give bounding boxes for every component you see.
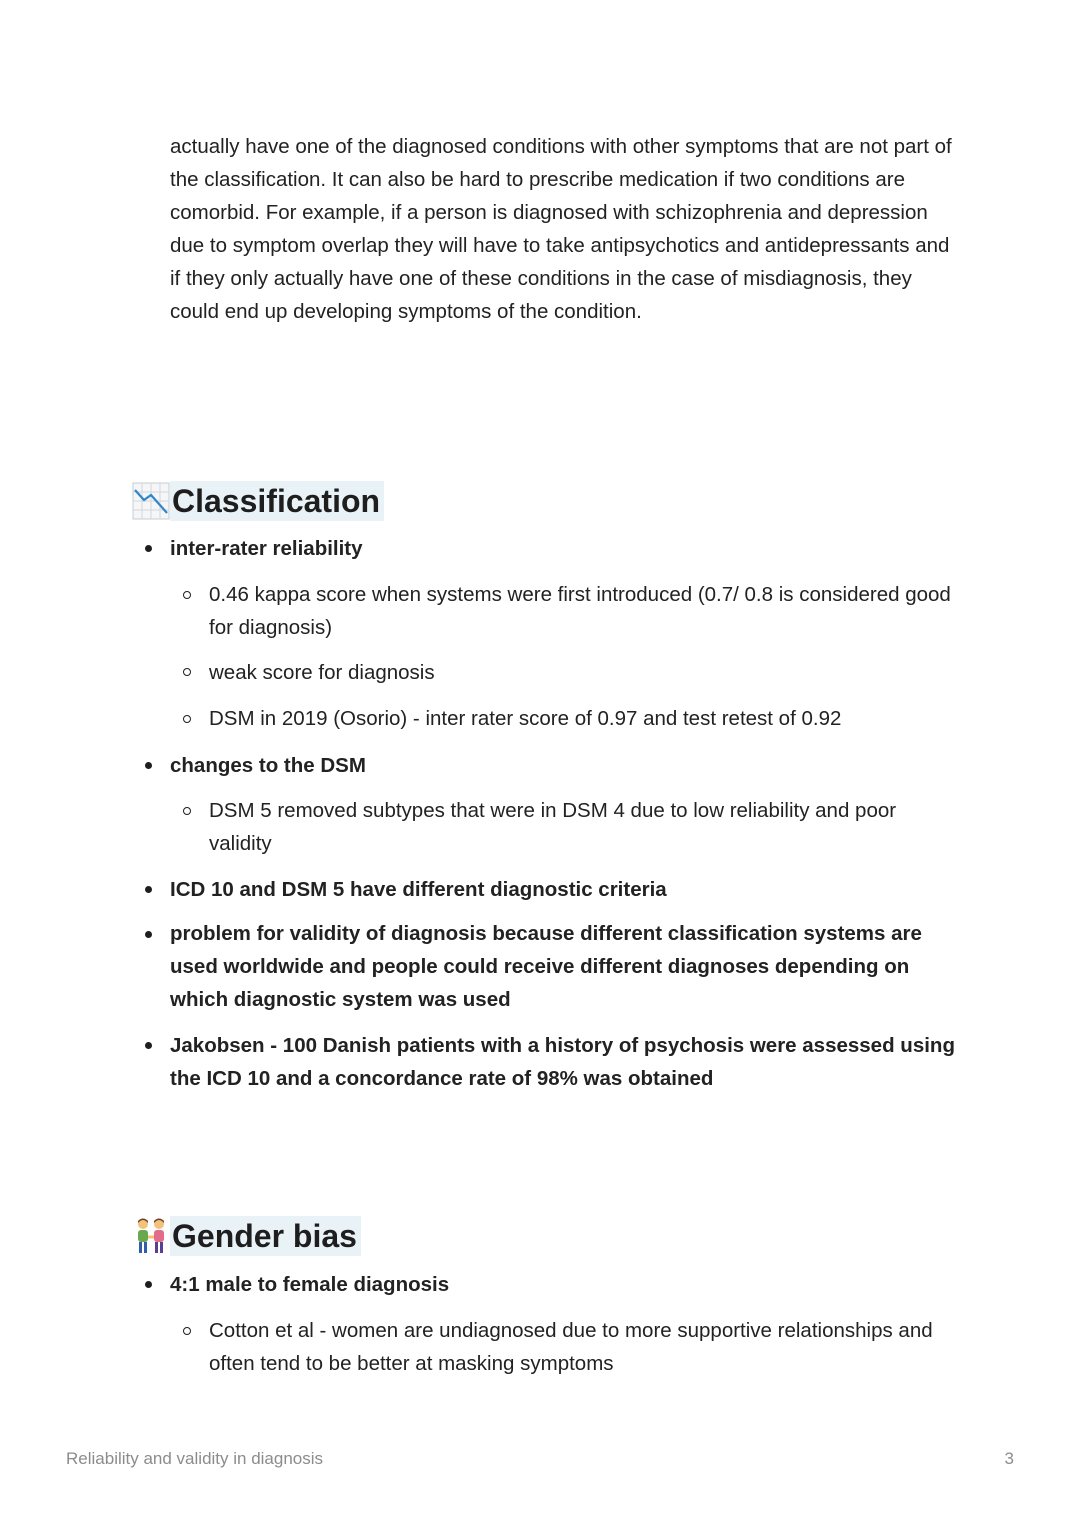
gender-bias-heading-row bbox=[132, 1216, 361, 1256]
chart-decreasing-icon bbox=[132, 482, 170, 520]
list-item: 4:1 male to female diagnosis bbox=[170, 1273, 450, 1296]
bullet-dot bbox=[145, 1042, 152, 1049]
sub-list-item: DSM in 2019 (Osorio) - inter rater score of 0.97 and test retest of 0.92 bbox=[209, 707, 842, 730]
list-item: changes to the DSM bbox=[170, 754, 366, 777]
bullet-dot bbox=[145, 886, 152, 893]
section-heading-classification: Classification bbox=[170, 481, 384, 521]
classification-heading-row bbox=[132, 481, 384, 521]
sub-list-item: Cotton et al - women are undiagnosed due to more supportive relationships and often tend to be better at masking symptoms bbox=[209, 1319, 933, 1375]
sub-bullet-circle bbox=[183, 591, 191, 599]
sub-list-item: weak score for diagnosis bbox=[209, 661, 435, 684]
bullet-dot bbox=[145, 1281, 152, 1288]
two-women-holding-hands-icon bbox=[132, 1217, 170, 1255]
bullet-dot bbox=[145, 545, 152, 552]
section-heading-gender-bias: Gender bias bbox=[170, 1216, 361, 1256]
bullet-dot bbox=[145, 762, 152, 769]
sub-list-item: DSM 5 removed subtypes that were in DSM 4 due to low reliability and poor validity bbox=[209, 799, 897, 855]
sub-list-item: 0.46 kappa score when systems were first introduced (0.7/ 0.8 is considered good for diagnosis) bbox=[209, 583, 951, 639]
intro-paragraph: actually have one of the diagnosed conditions with other symptoms that are not part of the classification. It can also be hard to prescribe medication if two conditions are comorbid. For example, if a person is diagnosed with schizophrenia and depression due to symptom overlap they will have to take antipsychotics and antidepressants and if they only actually have one of these conditions in the case of misdiagnosis, they could end up developing symptoms of the condition. bbox=[170, 135, 952, 323]
bullet-dot bbox=[145, 931, 152, 938]
list-item: problem for validity of diagnosis because different classification systems are used worldwide and people could receive different diagnoses depending on which diagnostic system was used bbox=[170, 922, 922, 1011]
list-item: ICD 10 and DSM 5 have different diagnostic criteria bbox=[170, 878, 667, 901]
list-item: Jakobsen - 100 Danish patients with a history of psychosis were assessed using the ICD 10 and a concordance rate of 98% was obtained bbox=[170, 1034, 955, 1090]
footer-page-number: 3 bbox=[1004, 1449, 1014, 1468]
sub-bullet-circle bbox=[183, 1327, 191, 1335]
sub-bullet-circle bbox=[183, 668, 191, 676]
sub-bullet-circle bbox=[183, 715, 191, 723]
list-item: inter-rater reliability bbox=[170, 537, 363, 560]
footer-document-title: Reliability and validity in diagnosis bbox=[66, 1449, 324, 1468]
sub-bullet-circle bbox=[183, 807, 191, 815]
